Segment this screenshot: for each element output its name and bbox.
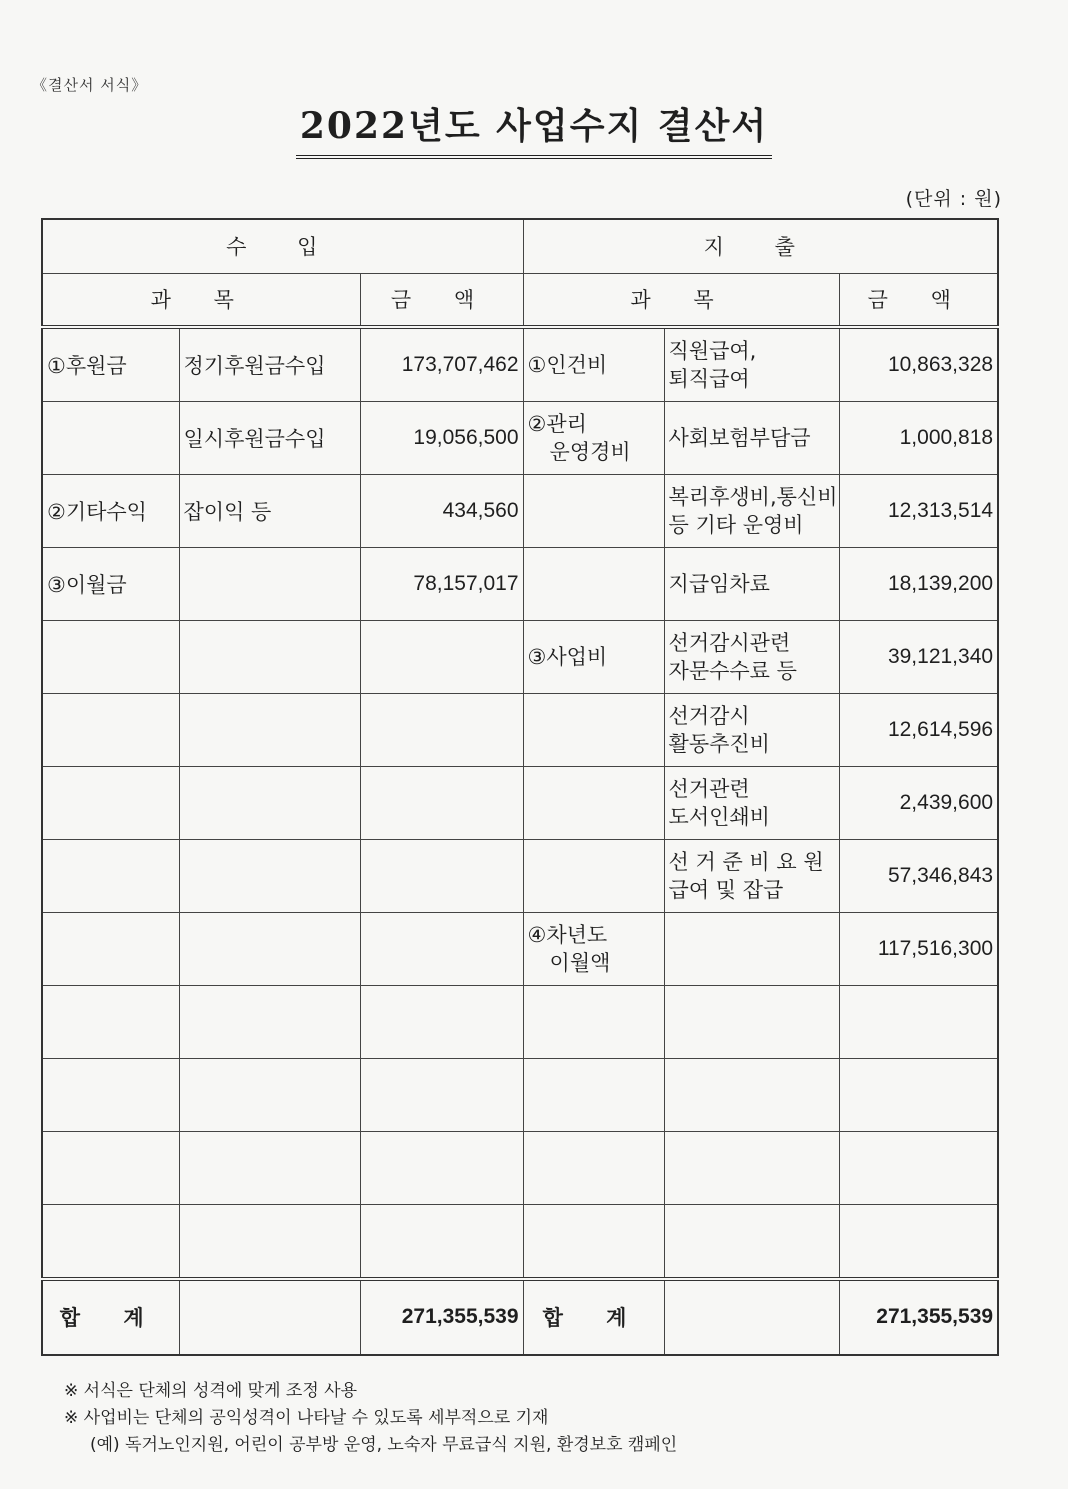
expense-category — [523, 839, 664, 912]
expense-item — [664, 985, 839, 1058]
table-row — [42, 693, 998, 766]
income-category — [42, 1058, 179, 1131]
expense-amount — [839, 985, 998, 1058]
expense-amount: 2,439,600 — [839, 766, 998, 839]
table-row — [42, 620, 998, 693]
expense-category — [523, 327, 664, 402]
expense-item-line1: 선거감시관련 — [668, 630, 791, 655]
expense-item-line2: 등 기타 운영비 — [668, 512, 804, 537]
expense-item-line1: 복리후생비,통신비 — [668, 484, 838, 509]
table-row — [42, 1131, 998, 1204]
table-row — [42, 912, 998, 985]
expense-category-line1: ③사업비 — [527, 644, 608, 669]
expense-item — [664, 693, 839, 766]
income-amount: 19,056,500 — [360, 401, 523, 474]
income-category — [42, 401, 179, 474]
income-amount — [360, 1131, 523, 1204]
expense-item — [664, 327, 839, 402]
expense-item-line2: 급여 및 잡급 — [668, 877, 784, 902]
note-1: ※ 서식은 단체의 성격에 맞게 조정 사용 — [64, 1381, 357, 1401]
expense-item-line1: 직원급여, — [668, 338, 757, 363]
income-category — [42, 839, 179, 912]
expense-item — [664, 547, 839, 620]
income-category — [42, 1131, 179, 1204]
expense-category — [523, 401, 664, 474]
expense-category — [523, 1131, 664, 1204]
income-total-amount: 271,355,539 — [360, 1279, 523, 1355]
expense-category — [523, 474, 664, 547]
expense-item-line2: 퇴직급여 — [668, 366, 750, 391]
expense-item — [664, 1204, 839, 1279]
income-amount — [360, 693, 523, 766]
income-amount: 173,707,462 — [360, 327, 523, 402]
expense-item-line1: 선거감시 — [668, 703, 750, 728]
income-total-label: 합 계 — [42, 1279, 179, 1355]
expense-category — [523, 1204, 664, 1279]
expense-amount — [839, 1131, 998, 1204]
table-row — [42, 1058, 998, 1131]
income-amount — [360, 1204, 523, 1279]
note-2: ※ 사업비는 단체의 공익성격이 나타날 수 있도록 세부적으로 기재 — [64, 1408, 549, 1428]
income-item: 일시후원금수입 — [179, 401, 360, 474]
expense-item-line2: 자문수수료 등 — [668, 658, 797, 683]
income-category — [42, 693, 179, 766]
income-category: ①후원금 — [42, 327, 179, 402]
income-subject-header: 과 목 — [42, 273, 360, 326]
income-item: 정기후원금수입 — [179, 327, 360, 402]
expense-total-blank — [664, 1279, 839, 1355]
expense-category-line2: 이월액 — [549, 950, 611, 975]
income-amount — [360, 1058, 523, 1131]
income-amount — [360, 766, 523, 839]
income-item — [179, 839, 360, 912]
income-total-blank — [179, 1279, 360, 1355]
income-category: ②기타수익 — [42, 474, 179, 547]
expense-amount: 10,863,328 — [839, 327, 998, 402]
expense-header: 지 출 — [523, 219, 998, 273]
table-row — [42, 547, 998, 620]
settlement-table — [41, 218, 999, 1356]
expense-amount — [839, 1204, 998, 1279]
table-row — [42, 985, 998, 1058]
expense-amount-header: 금 액 — [839, 273, 998, 326]
expense-amount: 39,121,340 — [839, 620, 998, 693]
expense-item-line1: 선거관련 — [668, 776, 750, 801]
income-item — [179, 985, 360, 1058]
income-item — [179, 1204, 360, 1279]
expense-category-line1: ①인건비 — [527, 352, 608, 377]
income-amount: 78,157,017 — [360, 547, 523, 620]
expense-category-line1: ②관리 — [527, 411, 587, 436]
table-row — [42, 839, 998, 912]
form-label: 《결산서 서식》 — [32, 76, 148, 94]
expense-amount: 57,346,843 — [839, 839, 998, 912]
expense-item — [664, 620, 839, 693]
income-item — [179, 547, 360, 620]
expense-item-line1: 지급임차료 — [668, 571, 770, 596]
expense-item-line2: 도서인쇄비 — [668, 804, 770, 829]
income-category: ③이월금 — [42, 547, 179, 620]
expense-item — [664, 474, 839, 547]
table-row — [42, 1204, 998, 1279]
income-header: 수 입 — [42, 219, 523, 273]
expense-category — [523, 912, 664, 985]
expense-amount: 18,139,200 — [839, 547, 998, 620]
income-amount — [360, 985, 523, 1058]
expense-category — [523, 547, 664, 620]
expense-item-line2: 활동추진비 — [668, 731, 770, 756]
income-item — [179, 620, 360, 693]
page-title: 2022년도 사업수지 결산서 — [296, 98, 772, 159]
income-item — [179, 766, 360, 839]
page-title-wrap — [0, 98, 1068, 159]
expense-subject-header: 과 목 — [523, 273, 839, 326]
expense-item — [664, 766, 839, 839]
income-category — [42, 985, 179, 1058]
expense-amount: 12,313,514 — [839, 474, 998, 547]
expense-amount: 117,516,300 — [839, 912, 998, 985]
expense-item — [664, 1131, 839, 1204]
note-example: (예) 독거노인지원, 어린이 공부방 운영, 노숙자 무료급식 지원, 환경보호 캠페인 — [90, 1435, 678, 1455]
table-row — [42, 766, 998, 839]
expense-total-amount: 271,355,539 — [839, 1279, 998, 1355]
income-amount — [360, 839, 523, 912]
expense-category — [523, 620, 664, 693]
income-item: 잡이익 등 — [179, 474, 360, 547]
expense-category — [523, 1058, 664, 1131]
notes — [64, 1378, 677, 1459]
table-row — [42, 401, 998, 474]
expense-category — [523, 693, 664, 766]
expense-category-line1: ④차년도 — [527, 922, 608, 947]
expense-item-line1: 사회보험부담금 — [668, 425, 811, 450]
income-item — [179, 693, 360, 766]
income-category — [42, 620, 179, 693]
table-row — [42, 327, 998, 402]
expense-amount: 1,000,818 — [839, 401, 998, 474]
income-item — [179, 1058, 360, 1131]
expense-total-label: 합 계 — [523, 1279, 664, 1355]
table-row — [42, 474, 998, 547]
income-item — [179, 912, 360, 985]
income-category — [42, 912, 179, 985]
unit-label: (단위 : 원) — [905, 188, 1002, 210]
income-amount: 434,560 — [360, 474, 523, 547]
expense-amount — [839, 1058, 998, 1131]
expense-item — [664, 401, 839, 474]
expense-category — [523, 985, 664, 1058]
expense-category — [523, 766, 664, 839]
income-amount-header: 금 액 — [360, 273, 523, 326]
expense-item — [664, 912, 839, 985]
expense-category-line2: 운영경비 — [549, 439, 631, 464]
income-category — [42, 766, 179, 839]
expense-item-line1: 선 거 준 비 요 원 — [668, 849, 824, 874]
expense-item — [664, 839, 839, 912]
income-amount — [360, 620, 523, 693]
income-amount — [360, 912, 523, 985]
expense-item — [664, 1058, 839, 1131]
income-item — [179, 1131, 360, 1204]
expense-amount: 12,614,596 — [839, 693, 998, 766]
income-category — [42, 1204, 179, 1279]
